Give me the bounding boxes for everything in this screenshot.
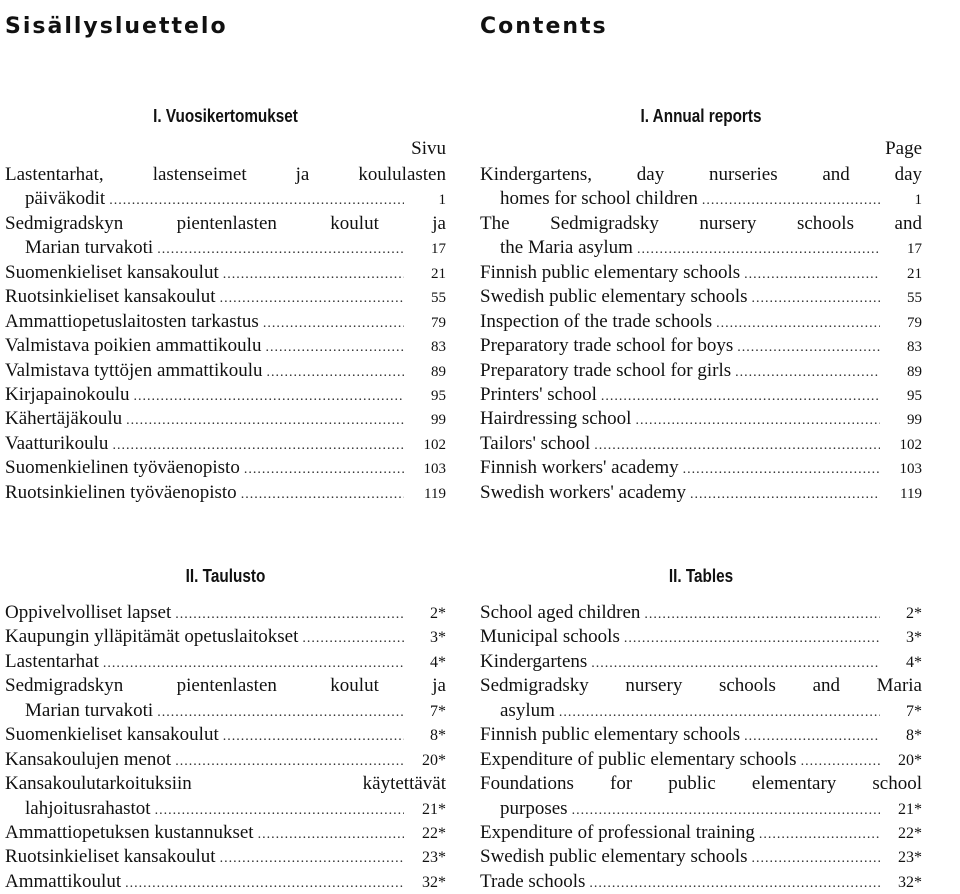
- toc-page-number: 8*: [906, 727, 922, 745]
- toc-entry-title: Marian turvakoti: [25, 237, 154, 259]
- toc-entry-title: Sedmigradskyn pientenlasten koulut ja: [5, 675, 446, 697]
- toc-entry-title: Printers' school: [480, 383, 597, 405]
- toc-entry-title: Sedmigradskyn pientenlasten koulut ja: [5, 212, 446, 234]
- toc-page-number: 79: [431, 314, 446, 331]
- dot-leader: [752, 287, 880, 311]
- toc-entry: [5, 456, 446, 480]
- toc-entry: [480, 383, 922, 407]
- toc-entry-title: Expenditure of professional training: [480, 821, 755, 843]
- toc-page-number: 4*: [906, 653, 922, 671]
- toc-page-number: 89: [907, 363, 922, 380]
- toc-entry: [5, 407, 446, 431]
- toc-entry-title: School aged children: [480, 602, 641, 623]
- toc-page-number: 32*: [898, 873, 922, 891]
- dot-leader: [244, 458, 404, 482]
- toc-entry-title: Preparatory trade school for girls: [480, 359, 732, 381]
- toc-entry: [480, 674, 922, 723]
- toc-page-number: 103: [899, 461, 922, 478]
- toc-page-number: 103: [423, 461, 446, 478]
- toc-entry-title: homes for school children: [500, 188, 698, 210]
- toc-entry-title: Swedish public elementary schools: [480, 846, 748, 868]
- toc-page-number: 95: [431, 387, 446, 404]
- toc-entry: [5, 772, 446, 821]
- toc-page-number: 83: [907, 339, 922, 356]
- toc-entry: [5, 359, 446, 383]
- toc-page-number: 7*: [430, 702, 446, 720]
- toc-entry-title: Inspection of the trade schools: [480, 310, 713, 332]
- toc-entry: [5, 870, 446, 894]
- toc-page-number: 22*: [898, 824, 922, 842]
- toc-entry-title: Finnish public elementary schools: [480, 724, 741, 746]
- toc-entry: [5, 821, 446, 845]
- toc-page-number: 32*: [422, 873, 446, 891]
- toc-entry: [480, 359, 922, 383]
- toc-page-number: 1: [438, 192, 446, 209]
- toc-entry: [480, 821, 922, 845]
- dot-leader: [175, 603, 404, 627]
- toc-page-number: 21: [431, 265, 446, 282]
- toc-page-number: 17: [907, 241, 922, 258]
- dot-leader: [302, 627, 404, 651]
- dot-leader: [572, 799, 880, 823]
- toc-entry: [5, 674, 446, 723]
- toc-entry-title: Swedish public elementary schools: [480, 286, 748, 308]
- dot-leader: [589, 872, 880, 894]
- toc-page-number: 23*: [898, 849, 922, 867]
- toc-entry-title: Ruotsinkielinen työväenopisto: [5, 481, 237, 503]
- dot-leader: [644, 603, 880, 627]
- toc-page-number: 55: [431, 290, 446, 307]
- toc-entry: [5, 625, 446, 649]
- toc-entry-title: Kindergartens: [480, 650, 588, 672]
- toc-entry: [480, 261, 922, 285]
- toc-entry-title: Kaupungin ylläpitämät opetuslaitokset: [5, 626, 299, 648]
- toc-entry-title: Tailors' school: [480, 432, 591, 454]
- toc-entry-title: Lastentarhat: [5, 650, 99, 672]
- dot-leader: [267, 361, 404, 385]
- toc-entry-title: Ammattiopetuslaitosten tarkastus: [5, 310, 259, 332]
- toc-page-number: 95: [907, 387, 922, 404]
- dot-leader: [157, 238, 404, 262]
- english-tables-list: [480, 601, 922, 894]
- toc-entry: [5, 845, 446, 869]
- toc-page-number: 20*: [898, 751, 922, 769]
- dot-leader: [752, 847, 880, 871]
- toc-entry-title: Trade schools: [480, 870, 586, 892]
- toc-entry: [480, 870, 922, 894]
- toc-entry-title: Municipal schools: [480, 626, 620, 648]
- dot-leader: [155, 799, 404, 823]
- toc-entry-title: Kansakoulutarkoituksiin käytettävät: [5, 773, 446, 795]
- toc-entry: [480, 481, 922, 505]
- dot-leader: [258, 823, 404, 847]
- toc-entry-title: Sedmigradsky nursery schools and Maria: [480, 675, 922, 697]
- dot-leader: [134, 385, 404, 409]
- toc-entry: [480, 334, 922, 358]
- toc-entry-title: Kähertäjäkoulu: [5, 408, 123, 430]
- toc-entry-title: Lastentarhat, lastenseimet ja koululasten: [5, 164, 446, 185]
- english-section1-heading: I. Annual reports: [640, 106, 762, 126]
- finnish-section2-heading: II. Taulusto: [185, 566, 266, 586]
- toc-page-number: 22*: [422, 824, 446, 842]
- toc-entry-title: Suomenkielinen työväenopisto: [5, 457, 240, 479]
- toc-page-number: 21*: [898, 800, 922, 818]
- toc-page-number: 89: [431, 363, 446, 380]
- toc-entry-title: Ammattikoulut: [5, 870, 122, 892]
- toc-entry: [480, 456, 922, 480]
- finnish-title: Sisällysluettelo: [5, 14, 228, 39]
- dot-leader: [175, 750, 404, 774]
- toc-page-number: 8*: [430, 727, 446, 745]
- toc-entry: [5, 723, 446, 747]
- toc-entry-title: Preparatory trade school for boys: [480, 335, 734, 357]
- toc-entry-title: The Sedmigradsky nursery schools and: [480, 212, 922, 234]
- dot-leader: [624, 627, 880, 651]
- dot-leader: [594, 434, 880, 458]
- toc-entry: [5, 334, 446, 358]
- toc-page-number: 3*: [430, 629, 446, 647]
- toc-entry-title: Oppivelvolliset lapset: [5, 602, 172, 623]
- english-section2-heading: II. Tables: [668, 566, 734, 586]
- toc-page-number: 119: [900, 485, 922, 502]
- dot-leader: [263, 312, 404, 336]
- toc-entry: [5, 748, 446, 772]
- toc-page-number: 99: [431, 412, 446, 429]
- dot-leader: [759, 823, 880, 847]
- dot-leader: [637, 238, 880, 262]
- toc-entry: [5, 432, 446, 456]
- toc-entry: [480, 432, 922, 456]
- toc-entry-title: Swedish workers' academy: [480, 481, 687, 503]
- toc-page-number: 3*: [906, 629, 922, 647]
- dot-leader: [601, 385, 880, 409]
- toc-entry: [5, 650, 446, 674]
- finnish-page-column-label: Sivu: [411, 138, 446, 159]
- toc-page-number: 20*: [422, 751, 446, 769]
- dot-leader: [690, 483, 880, 507]
- toc-page-number: 1: [914, 192, 922, 209]
- toc-page-number: 102: [899, 436, 922, 453]
- toc-entry-title: asylum: [500, 699, 555, 721]
- toc-entry: [480, 625, 922, 649]
- dot-leader: [125, 872, 404, 894]
- dot-leader: [112, 434, 404, 458]
- toc-entry: [480, 748, 922, 772]
- toc-page-number: 17: [431, 241, 446, 258]
- toc-entry-title: Suomenkieliset kansakoulut: [5, 261, 219, 283]
- toc-page-number: 2*: [906, 605, 922, 622]
- toc-entry-title: Marian turvakoti: [25, 699, 154, 721]
- dot-leader: [109, 189, 404, 213]
- toc-entry: [480, 163, 922, 212]
- dot-leader: [683, 458, 880, 482]
- toc-entry: [5, 261, 446, 285]
- dot-leader: [801, 750, 880, 774]
- toc-page-number: 99: [907, 412, 922, 429]
- toc-entry: [5, 481, 446, 505]
- dot-leader: [716, 312, 880, 336]
- toc-page-number: 23*: [422, 849, 446, 867]
- toc-entry-title: Kansakoulujen menot: [5, 748, 172, 770]
- toc-entry-title: Kirjapainokoulu: [5, 383, 130, 405]
- toc-page-number: 2*: [430, 605, 446, 622]
- toc-entry-title: Kindergartens, day nurseries and day: [480, 164, 922, 185]
- toc-entry-title: purposes: [500, 797, 568, 819]
- dot-leader: [737, 336, 880, 360]
- dot-leader: [241, 483, 404, 507]
- toc-entry: [480, 845, 922, 869]
- toc-page-number: 119: [424, 485, 446, 502]
- dot-leader: [103, 652, 404, 676]
- toc-entry-title: Expenditure of public elementary schools: [480, 748, 797, 770]
- dot-leader: [744, 263, 880, 287]
- toc-entry: [480, 212, 922, 261]
- english-title: Contents: [480, 14, 608, 39]
- toc-entry-title: Suomenkieliset kansakoulut: [5, 724, 219, 746]
- toc-entry: [5, 383, 446, 407]
- toc-page-number: 21: [907, 265, 922, 282]
- toc-entry-title: the Maria asylum: [500, 237, 633, 259]
- finnish-tables-list: [5, 601, 446, 894]
- dot-leader: [265, 336, 404, 360]
- toc-page-number: 83: [431, 339, 446, 356]
- toc-entry-title: Foundations for public elementary school: [480, 773, 922, 795]
- dot-leader: [223, 263, 404, 287]
- toc-entry: [480, 772, 922, 821]
- toc-entry-title: Finnish public elementary schools: [480, 261, 741, 283]
- toc-entry: [5, 601, 446, 625]
- toc-entry-title: lahjoitusrahastot: [25, 797, 151, 819]
- dot-leader: [735, 361, 880, 385]
- toc-page-number: 21*: [422, 800, 446, 818]
- toc-page-number: 55: [907, 290, 922, 307]
- toc-entry-title: Ruotsinkieliset kansakoulut: [5, 286, 216, 308]
- dot-leader: [220, 287, 404, 311]
- dot-leader: [591, 652, 880, 676]
- toc-entry-title: Finnish workers' academy: [480, 457, 679, 479]
- toc-entry: [480, 407, 922, 431]
- toc-entry-title: Valmistava poikien ammattikoulu: [5, 335, 262, 357]
- toc-page-number: 4*: [430, 653, 446, 671]
- finnish-annual-reports-list: [5, 163, 446, 505]
- toc-entry: [5, 212, 446, 261]
- toc-entry-title: Hairdressing school: [480, 408, 632, 430]
- dot-leader: [126, 409, 404, 433]
- toc-entry: [5, 163, 446, 212]
- english-annual-reports-list: [480, 163, 922, 505]
- dot-leader: [635, 409, 880, 433]
- english-page-column-label: Page: [885, 138, 922, 159]
- toc-entry: [480, 285, 922, 309]
- dot-leader: [744, 725, 880, 749]
- finnish-section1-heading: I. Vuosikertomukset: [153, 106, 298, 126]
- toc-page-number: 7*: [906, 702, 922, 720]
- toc-entry-title: Ammattiopetuksen kustannukset: [5, 821, 254, 843]
- toc-entry-title: Valmistava tyttöjen ammattikoulu: [5, 359, 263, 381]
- dot-leader: [559, 701, 880, 725]
- dot-leader: [157, 701, 404, 725]
- toc-page-number: 79: [907, 314, 922, 331]
- dot-leader: [702, 189, 880, 213]
- dot-leader: [223, 725, 404, 749]
- toc-page-number: 102: [423, 436, 446, 453]
- dot-leader: [220, 847, 404, 871]
- toc-entry: [5, 310, 446, 334]
- toc-entry: [480, 601, 922, 625]
- toc-entry-title: Vaatturikoulu: [5, 432, 109, 454]
- toc-entry: [480, 310, 922, 334]
- toc-entry-title: päiväkodit: [25, 188, 106, 210]
- toc-entry: [480, 723, 922, 747]
- toc-entry-title: Ruotsinkieliset kansakoulut: [5, 846, 216, 868]
- toc-entry: [5, 285, 446, 309]
- toc-entry: [480, 650, 922, 674]
